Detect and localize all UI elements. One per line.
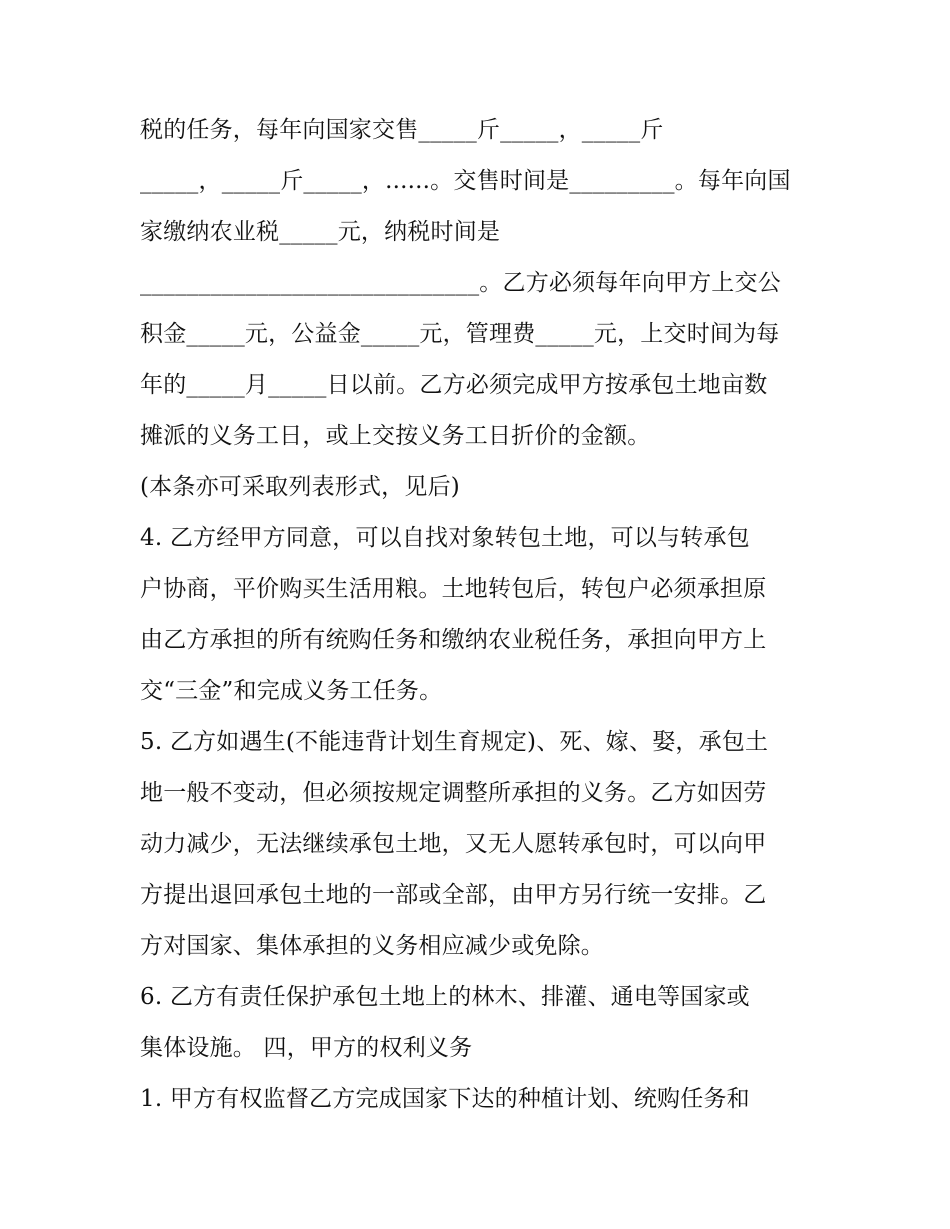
text-line: 6. 乙方有责任保护承包土地上的林木、排灌、通电等国家或 (140, 984, 750, 1010)
text-line: 摊派的义务工日，或上交按义务工日折价的金额。 (140, 423, 651, 449)
text-line: 交“三金”和完成义务工任务。 (140, 678, 443, 704)
text-line: 户协商，平价购买生活用粮。土地转包后，转包户必须承担原 (140, 576, 767, 602)
text-line: 1. 甲方有权监督乙方完成国家下达的种植计划、统购任务和 (140, 1086, 750, 1112)
text-line: 5. 乙方如遇生(不能违背计划生育规定)、死、嫁、娶，承包土 (140, 729, 769, 755)
text-line: 由乙方承担的所有统购任务和缴纳农业税任务，承担向甲方上 (140, 627, 767, 653)
text-line: _____，_____斤_____，......。交售时间是_________。每年向国 (140, 168, 791, 194)
text-line: 税的任务，每年向国家交售_____斤_____，_____斤 (140, 117, 664, 143)
text-line: _____________________________。乙方必须每年向甲方上交公 (140, 270, 781, 296)
text-line: (本条亦可采取列表形式，见后) (140, 474, 460, 500)
text-line: 年的_____月_____日以前。乙方必须完成甲方按承包土地亩数 (140, 372, 768, 398)
text-line: 集体设施。 四，甲方的权利义务 (140, 1035, 473, 1061)
text-line: 地一般不变动，但必须按规定调整所承担的义务。乙方如因劳 (140, 780, 767, 806)
text-line: 积金_____元，公益金_____元，管理费_____元，上交时间为每 (140, 321, 780, 347)
text-line: 方提出退回承包土地的一部或全部，由甲方另行统一安排。乙 (140, 882, 767, 908)
text-line: 家缴纳农业税_____元，纳税时间是 (140, 219, 501, 245)
text-line: 方对国家、集体承担的义务相应减少或免除。 (140, 933, 604, 959)
text-line: 动力减少，无法继续承包土地，又无人愿转承包时，可以向甲 (140, 831, 767, 857)
text-line: 4. 乙方经甲方同意，可以自找对象转包土地，可以与转承包 (140, 525, 750, 551)
document-body (140, 107, 830, 1127)
